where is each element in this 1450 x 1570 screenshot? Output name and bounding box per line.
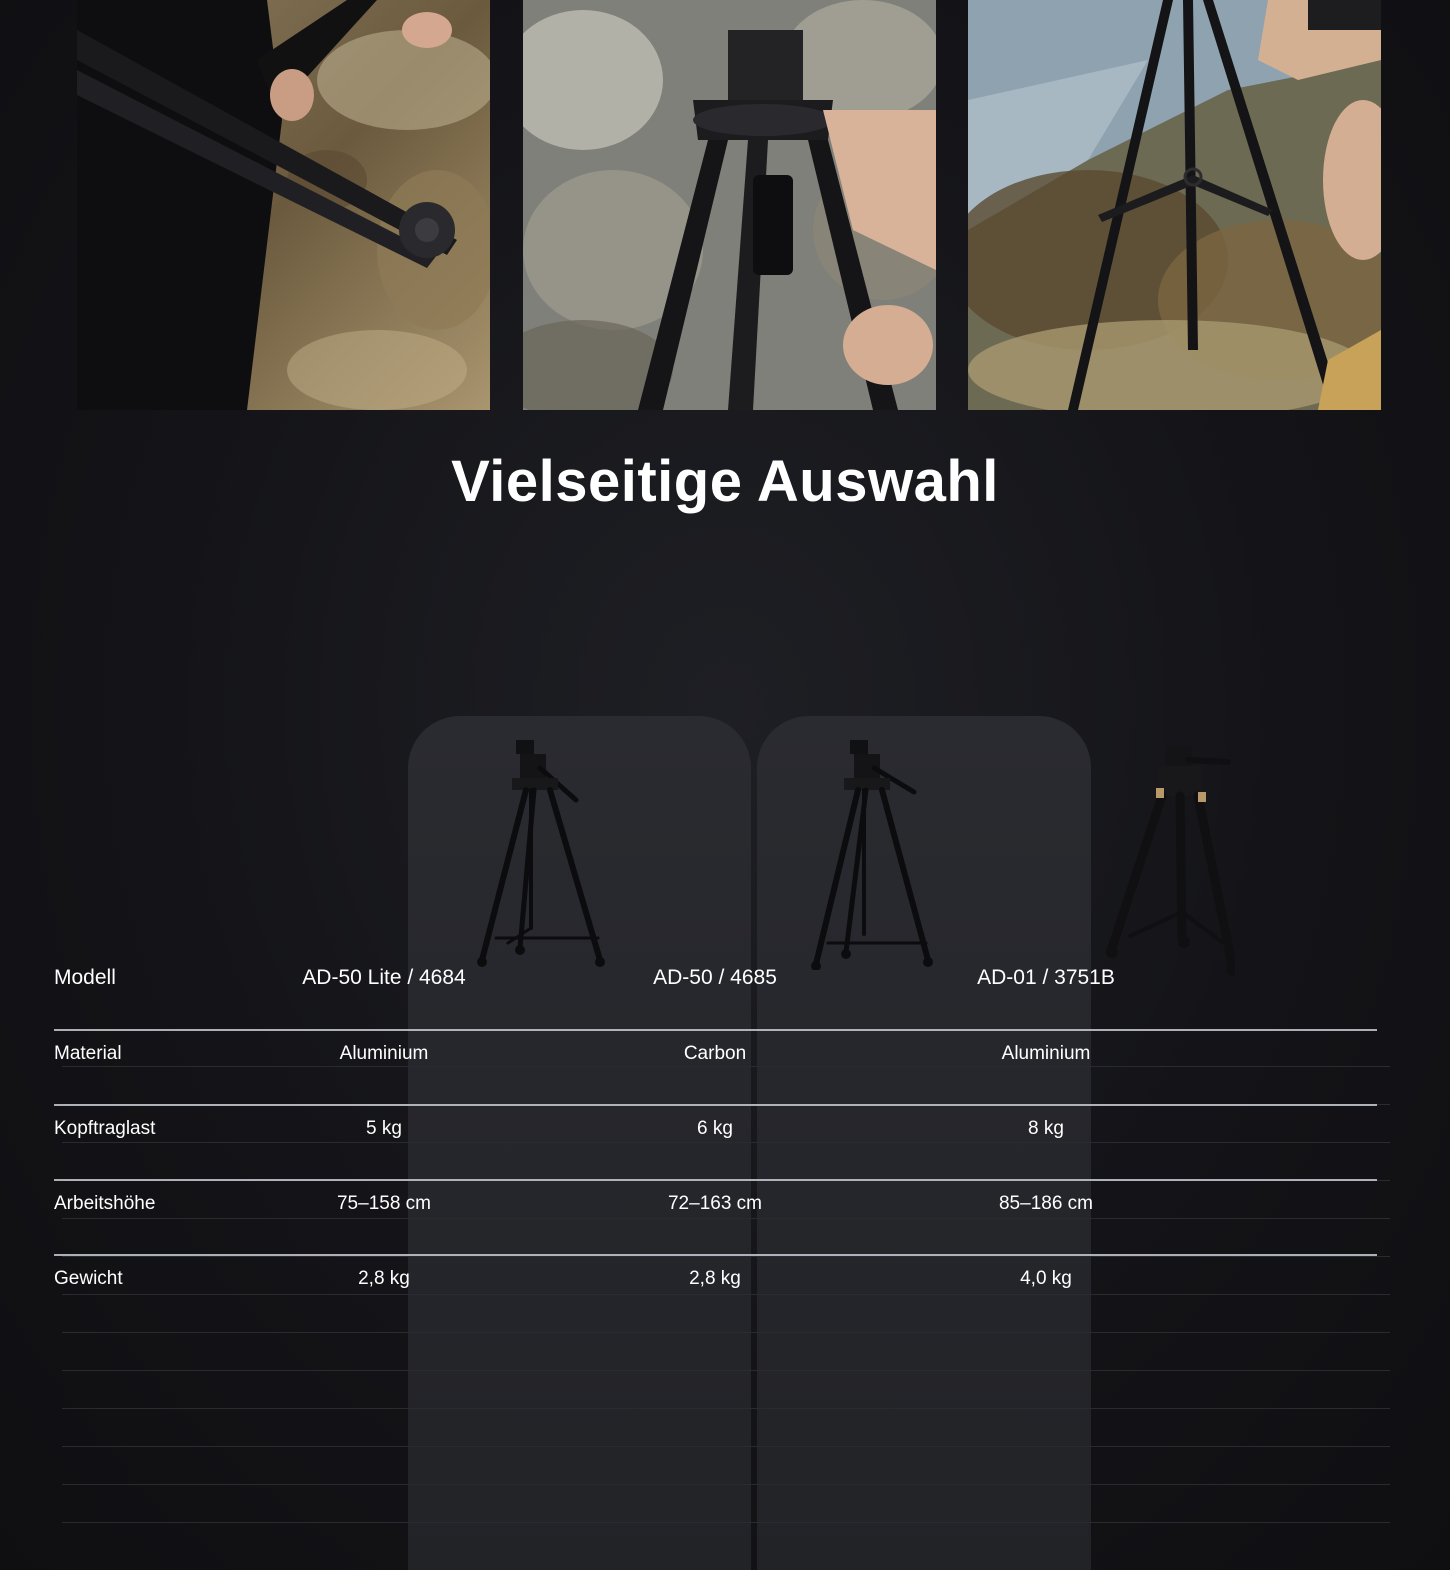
table-cell: 5 kg — [366, 1118, 402, 1139]
lifestyle-photo-tripod-head-closeup — [523, 0, 936, 410]
model-name-3: AD-01 / 3751B — [977, 966, 1115, 989]
row-divider — [54, 1179, 1377, 1181]
table-row-weight — [54, 1268, 1377, 1308]
table-cell: Aluminium — [1001, 1043, 1091, 1064]
lifestyle-photo-tripod-on-rocks — [968, 0, 1381, 410]
row-divider — [54, 1104, 1377, 1106]
model-name-1: AD-50 Lite / 4684 — [302, 966, 466, 989]
table-row-head-load — [54, 1118, 1377, 1158]
table-row-material — [54, 1043, 1377, 1083]
row-divider — [54, 1254, 1377, 1256]
tripod-image-ad-50-lite — [468, 738, 613, 970]
row-label: Gewicht — [54, 1268, 123, 1289]
row-label: Modell — [54, 966, 116, 989]
table-row-model — [54, 966, 1377, 1006]
table-cell: 75–158 cm — [336, 1193, 432, 1214]
model-name-2: AD-50 / 4685 — [653, 966, 777, 989]
table-cell: 2,8 kg — [689, 1268, 741, 1289]
section-title: Vielseitige Auswahl — [451, 449, 999, 514]
row-divider — [54, 1029, 1377, 1031]
table-row-working-height — [54, 1193, 1377, 1233]
table-cell: 85–186 cm — [998, 1193, 1094, 1214]
table-cell: 4,0 kg — [1020, 1268, 1072, 1289]
table-cell: 72–163 cm — [667, 1193, 763, 1214]
tripod-image-ad-50 — [806, 738, 941, 970]
table-cell: 2,8 kg — [358, 1268, 410, 1289]
row-label: Material — [54, 1043, 122, 1064]
table-cell: 8 kg — [1028, 1118, 1064, 1139]
table-cell: 6 kg — [697, 1118, 733, 1139]
table-cell: Carbon — [683, 1043, 747, 1064]
tripod-image-ad-01 — [1100, 742, 1235, 980]
row-label: Kopftraglast — [54, 1118, 156, 1139]
table-cell: Aluminium — [339, 1043, 429, 1064]
lifestyle-photo-carrying-tripod — [77, 0, 490, 410]
row-label: Arbeitshöhe — [54, 1193, 156, 1214]
